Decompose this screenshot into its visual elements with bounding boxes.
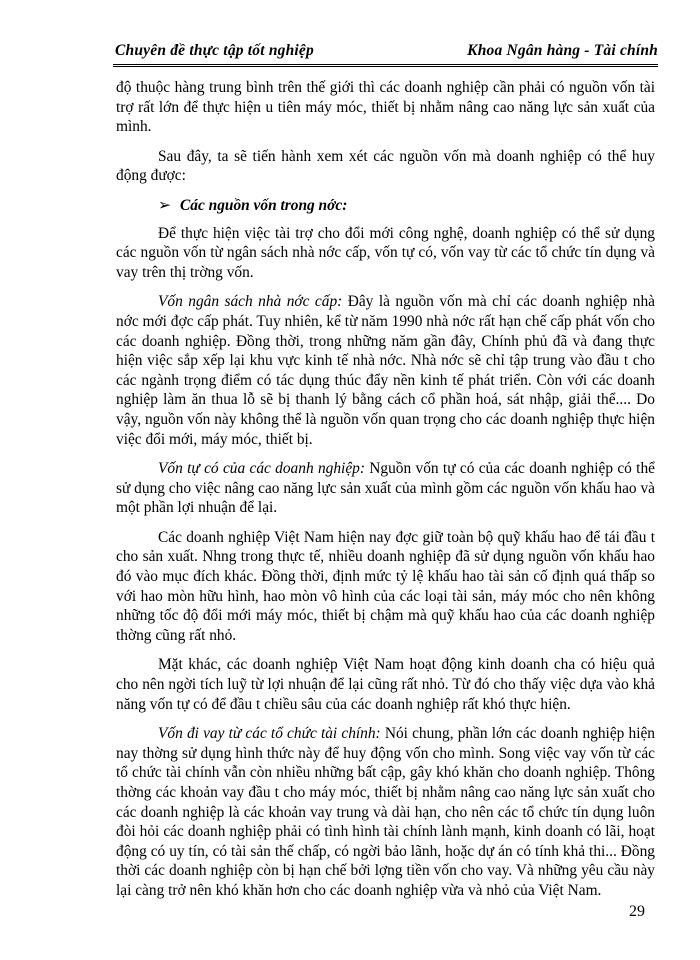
paragraph-7: Mặt khác, các doanh nghiệp Việt Nam hoạt động kinh doanh cha có hiệu quả cho nên ngời tích luỹ từ lợi nhuận để lại cũng rất nhỏ. Từ đó cho thấy việc dựa vào khả năng vốn tự có để đầu t chiều sâu của các doanh nghiệp rất khó thực hiện. [116, 656, 655, 713]
paragraph-8-text: Nói chung, phần lớn các doanh nghiệp hiện nay thờng sử dụng hình thức này để huy động vốn cho mình. Song việc vay vốn từ các tổ chức tài chính vẫn còn nhiều những bất cập, gây khó khăn cho doanh nghiệp. Thông thờng các khoản vay đầu t cho máy móc, thiết bị nhằm nâng cao năng lực sản xuất cho các doanh nghiệp là các khoản vay trung và dài hạn, cho nên các tổ chức tín dụng luôn đòi hỏi các doanh nghiệp phải có tình hình tài chính lành mạnh, kinh doanh có lãi, hoạt động có uy tín, có tài sản thế chấp, có ngời bảo lãnh, hoặc dự án có tính khả thi... Đồng thời các doanh nghiệp còn bị hạn chế bởi lợng tiền vốn cho vay. Và những yêu cầu này lại càng trở nên khó khăn hơn cho các doanh nghiệp vừa và nhỏ của Việt Nam. [116, 725, 655, 899]
arrow-bullet-icon: ➢ [158, 196, 171, 214]
paragraph-3: Để thực hiện việc tài trợ cho đổi mới công nghệ, doanh nghiệp có thể sử dụng các nguồn vốn từ ngân sách nhà nớc cấp, vốn tự có, vốn vay từ các tổ chức tín dụng và vay trên thị trờng vốn. [116, 224, 655, 281]
page-body [116, 78, 655, 911]
paragraph-8-lead: Vốn đi vay từ các tổ chức tài chính: [158, 725, 381, 743]
paragraph-5-text: Nguồn vốn tự có của các doanh nghiệp có thể sử dụng cho việc nâng cao năng lực sản xuất của mình gồm các nguồn vốn khấu hao và một phần lợi nhuận để lại. [116, 460, 655, 517]
header-right-title: Khoa Ngân hàng - Tài chính [467, 42, 658, 59]
header-left-title: Chuyên đề thực tập tốt nghiệp [115, 42, 314, 59]
paragraph-4-lead: Vốn ngân sách nhà nớc cấp: [158, 293, 343, 311]
page-header [113, 34, 658, 67]
paragraph-2: Sau đây, ta sẽ tiến hành xem xét các nguồn vốn mà doanh nghiệp có thể huy động được: [116, 147, 655, 185]
section-heading-text: Các nguồn vốn trong nớc: [180, 196, 348, 214]
paragraph-4 [116, 292, 655, 449]
page-number: 29 [629, 903, 645, 920]
paragraph-6: Các doanh nghiệp Việt Nam hiện nay đợc giữ toàn bộ quỹ khấu hao để tái đầu t cho sản xuất. Nhng trong thực tế, nhiều doanh nghiệp đã sử dụng nguồn vốn khấu hao đó vào mục đích khác. Đồng thời, định mức tỷ lệ khấu hao tài sản cố định quá thấp so với hao mòn hữu hình, hao mòn vô hình của các loại tài sản, máy móc cho nên không những tốc độ đổi mới máy móc, thiết bị chậm mà quỹ khấu hao của các doanh nghiệp thờng cũng rất nhỏ. [116, 528, 655, 644]
paragraph-4-text: Đây là nguồn vốn mà chỉ các doanh nghiệp nhà nớc mới đợc cấp phát. Tuy nhiên, kể từ năm 1990 nhà nớc rất hạn chế cấp phát vốn cho các doanh nghiệp. Đồng thời, trong những năm gần đây, Chính phủ đã và đang thực hiện việc sắp xếp lại khu vực kinh tế nhà nớc. Nhà nớc sẽ chỉ tập trung vào đầu t cho các ngành trọng điểm có tác dụng thúc đẩy nền kinh tế phát triển. Còn với các doanh nghiệp làm ăn thua lỗ sẽ bị thanh lý bằng cách cổ phần hoá, sát nhập, giải thể.... Do vậy, nguồn vốn này không thể là nguồn vốn quan trọng cho các doanh nghiệp thực hiện việc đổi mới, máy móc, thiết bị. [116, 293, 655, 448]
paragraph-1: độ thuộc hàng trung bình trên thế giới thì các doanh nghiệp cần phải có nguồn vốn tài trợ rất lớn để thực hiện u tiên máy móc, thiết bị nhằm nâng cao năng lực sản xuất của mình. [116, 79, 655, 136]
section-heading [158, 196, 655, 216]
paragraph-5 [116, 459, 655, 518]
paragraph-8 [116, 724, 655, 900]
paragraph-5-lead: Vốn tự có của các doanh nghiệp: [158, 460, 365, 478]
